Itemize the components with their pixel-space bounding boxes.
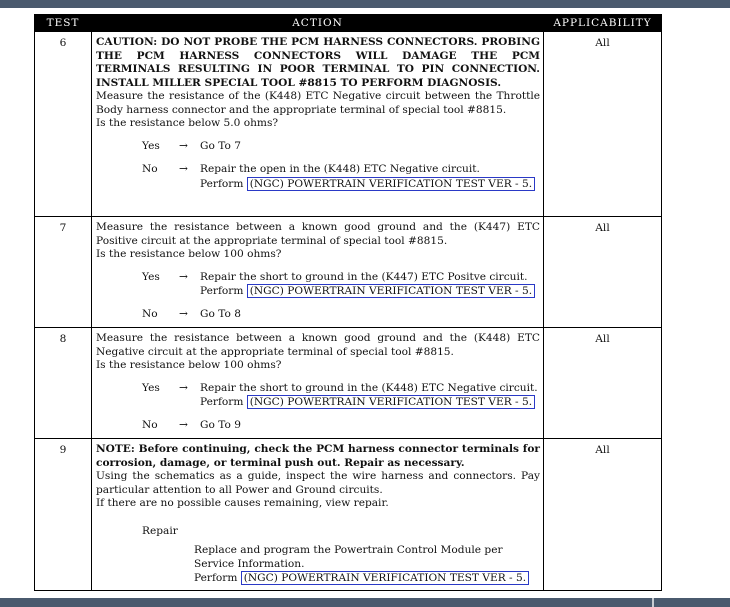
instruction-text: Measure the resistance between a known good ground and the (K448) ETC Negative circuit at the appropriate terminal of special tool #8815. (96, 332, 540, 358)
answer-no (96, 163, 540, 191)
perform-label: Perform (194, 572, 238, 584)
instruction-text: Measure the resistance between a known good ground and the (K447) ETC Positive circuit at the appropriate terminal of special tool #8815. (96, 221, 540, 247)
action-cell (92, 217, 544, 328)
note-text: NOTE: Before continuing, check the PCM harness connector terminals for corrosion, damage, or terminal push out. Repair as necessary. (96, 443, 540, 469)
repair-instruction (200, 163, 540, 191)
goto-link[interactable]: Go To 8 (200, 307, 241, 320)
repair-instruction (200, 382, 540, 410)
diagnostic-procedure-document (34, 14, 661, 584)
answer-label: No (142, 418, 158, 431)
instruction-text: Using the schematics as a guide, inspect the wire harness and connectors. Pay particular attention to all Power and Ground circuits. (96, 470, 540, 496)
applicability-value: All (544, 439, 662, 591)
answer-yes (96, 271, 540, 299)
perform-label: Perform (200, 177, 244, 190)
repair-text: Replace and program the Powertrain Control Module per Service Information. (194, 544, 503, 570)
arrow-icon: → (179, 418, 188, 431)
answer-label: Yes (142, 270, 160, 283)
header-action: ACTION (92, 15, 544, 32)
test-number: 7 (35, 217, 92, 328)
applicability-value: All (544, 217, 662, 328)
repair-instruction (200, 271, 540, 299)
perform-label: Perform (200, 285, 244, 297)
arrow-icon: → (179, 163, 188, 175)
question-text: Is the resistance below 5.0 ohms? (96, 117, 279, 129)
goto-link[interactable]: Go To 7 (200, 139, 241, 152)
scrollbar-grip (652, 598, 654, 607)
verification-test-link[interactable]: (NGC) POWERTRAIN VERIFICATION TEST VER - 5. (247, 395, 535, 409)
arrow-icon: → (179, 307, 188, 320)
diagnostic-test-table (34, 14, 662, 591)
table-row (35, 328, 662, 439)
test-number: 9 (35, 439, 92, 591)
answer-label: Yes (142, 139, 160, 152)
question-text: If there are no possible causes remaining, view repair. (96, 497, 389, 509)
action-cell (92, 32, 544, 217)
verification-test-link[interactable]: (NGC) POWERTRAIN VERIFICATION TEST VER - 5. (247, 284, 535, 298)
verification-test-link[interactable]: (NGC) POWERTRAIN VERIFICATION TEST VER - 5. (247, 177, 535, 191)
applicability-value: All (544, 32, 662, 217)
bottom-window-bar (0, 598, 730, 607)
action-cell (92, 439, 544, 591)
answer-yes (96, 140, 540, 154)
test-number: 8 (35, 328, 92, 439)
table-row (35, 32, 662, 217)
question-text: Is the resistance below 100 ohms? (96, 248, 282, 260)
arrow-icon: → (179, 381, 188, 394)
arrow-icon: → (179, 139, 188, 152)
applicability-value: All (544, 328, 662, 439)
action-cell (92, 328, 544, 439)
repair-text: Repair the open in the (K448) ETC Negative circuit. (200, 163, 480, 175)
answer-label: Yes (142, 381, 160, 394)
answer-no (96, 419, 540, 433)
verification-test-link[interactable]: (NGC) POWERTRAIN VERIFICATION TEST VER - 5. (241, 571, 529, 585)
repair-instruction (96, 544, 540, 586)
caution-text: CAUTION: DO NOT PROBE THE PCM HARNESS CONNECTORS. PROBING THE PCM HARNESS CONNECTORS WILL DAMAGE THE PCM TERMINALS RESULTING IN POOR TERMINAL TO PIN CONNECTION. INSTALL MILLER SPECIAL TOOL #8815 TO PERFORM DIAGNOSIS. (96, 36, 540, 89)
answer-label: No (142, 163, 158, 175)
top-window-bar (0, 0, 730, 8)
header-applicability: APPLICABILITY (544, 15, 662, 32)
repair-label: Repair (142, 524, 178, 537)
perform-label: Perform (200, 396, 244, 408)
header-test: TEST (35, 15, 92, 32)
repair-text: Repair the short to ground in the (K447) ETC Positve circuit. (200, 270, 528, 283)
goto-link[interactable]: Go To 9 (200, 418, 241, 431)
answer-label: No (142, 307, 158, 320)
answer-no (96, 308, 540, 322)
table-header-row (35, 15, 662, 32)
instruction-text: Measure the resistance of the (K448) ETC Negative circuit between the Throttle Body harness connector and the appropriate terminal of special tool #8815. (96, 90, 540, 116)
table-row (35, 439, 662, 591)
question-text: Is the resistance below 100 ohms? (96, 359, 282, 371)
table-row (35, 217, 662, 328)
repair-text: Repair the short to ground in the (K448) ETC Negative circuit. (200, 381, 538, 394)
test-number: 6 (35, 32, 92, 217)
answer-yes (96, 382, 540, 410)
arrow-icon: → (179, 270, 188, 283)
